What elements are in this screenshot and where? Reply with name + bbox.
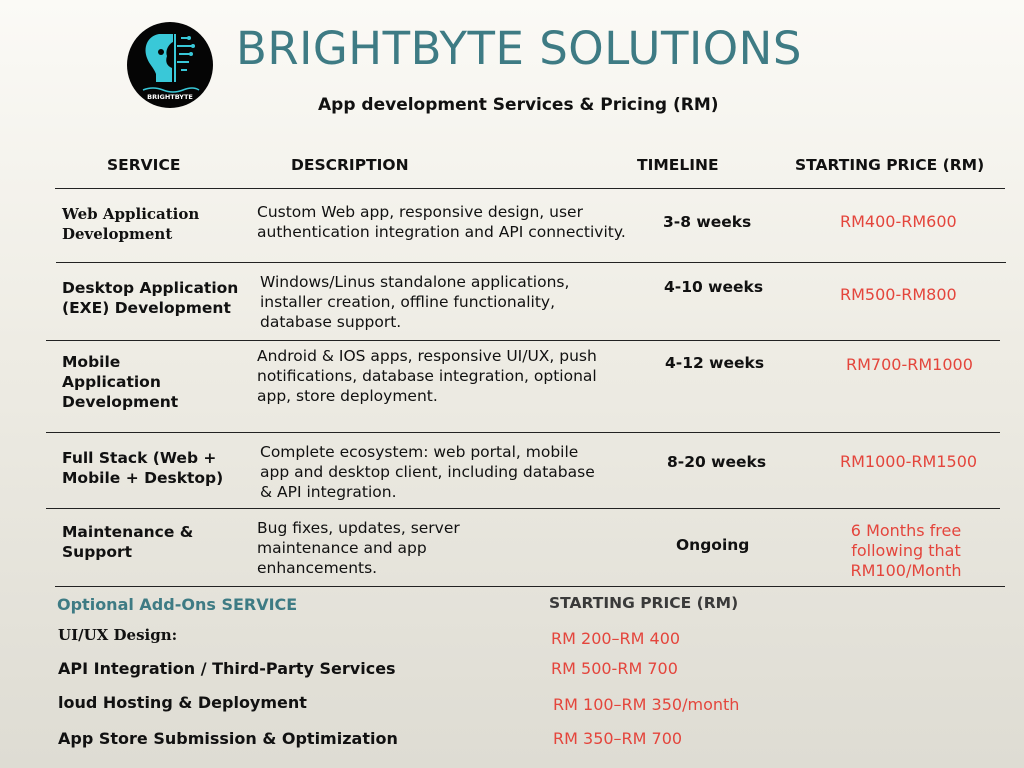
service-description: Windows/Linus standalone applications, installer creation, offline functionality, database support.: [260, 273, 570, 331]
addon-name: loud Hosting & Deployment: [58, 693, 307, 712]
service-name: Full Stack (Web + Mobile + Desktop): [62, 449, 224, 487]
column-header-timeline: TIMELINE: [637, 156, 719, 174]
service-name: Desktop Application (EXE) Development: [62, 279, 239, 317]
service-timeline: 3-8 weeks: [663, 213, 752, 231]
service-price: RM500-RM800: [840, 285, 957, 304]
addon-price: RM 350–RM 700: [553, 729, 683, 748]
column-header-service: SERVICE: [107, 156, 181, 174]
row-divider: [46, 340, 1000, 341]
service-timeline: Ongoing: [676, 536, 750, 554]
header-divider: [55, 188, 1005, 189]
addon-price: RM 100–RM 350/month: [553, 695, 740, 714]
service-name: Maintenance & Support: [62, 523, 194, 561]
service-description: Custom Web app, responsive design, user authentication integration and API connectivity.: [257, 203, 626, 241]
row-divider: [46, 508, 1000, 509]
page-subtitle: App development Services & Pricing (RM): [318, 95, 719, 115]
column-header-price: STARTING PRICE (RM): [795, 156, 985, 174]
service-timeline: 4-12 weeks: [665, 354, 765, 372]
table-bottom-divider: [55, 586, 1005, 587]
service-name: Web Application Development: [62, 205, 200, 243]
service-name: Mobile Application Development: [62, 353, 179, 411]
logo-text: BRIGHTBYTE: [147, 93, 193, 101]
service-price: RM400-RM600: [840, 212, 957, 231]
service-timeline: 4-10 weeks: [664, 278, 764, 296]
service-timeline: 8-20 weeks: [667, 453, 767, 471]
brain-bulb-icon: [127, 22, 213, 108]
addon-name: API Integration / Third-Party Services: [58, 659, 396, 678]
service-description: Bug fixes, updates, server maintenance and app enhancements.: [257, 519, 460, 577]
service-price: RM700-RM1000: [846, 355, 973, 374]
service-description: Android & IOS apps, responsive UI/UX, push notifications, database integration, optional app, store deployment.: [257, 347, 597, 405]
addon-name: App Store Submission & Optimization: [58, 729, 398, 748]
row-divider: [46, 432, 1000, 433]
company-logo: [127, 22, 213, 108]
row-divider: [56, 262, 1006, 263]
service-description: Complete ecosystem: web portal, mobile app and desktop client, including database & API integration.: [260, 443, 595, 501]
service-price: RM1000-RM1500: [840, 452, 978, 471]
service-price: 6 Months free following that RM100/Month: [850, 521, 962, 580]
addon-name: UI/UX Design:: [58, 626, 178, 644]
addons-title: Optional Add-Ons SERVICE: [57, 595, 298, 614]
column-header-description: DESCRIPTION: [291, 156, 409, 174]
addon-price: RM 500-RM 700: [551, 659, 678, 678]
addons-price-header: STARTING PRICE (RM): [549, 594, 739, 612]
addon-price: RM 200–RM 400: [551, 629, 681, 648]
page-title: BRIGHTBYTE SOLUTIONS: [236, 22, 802, 75]
